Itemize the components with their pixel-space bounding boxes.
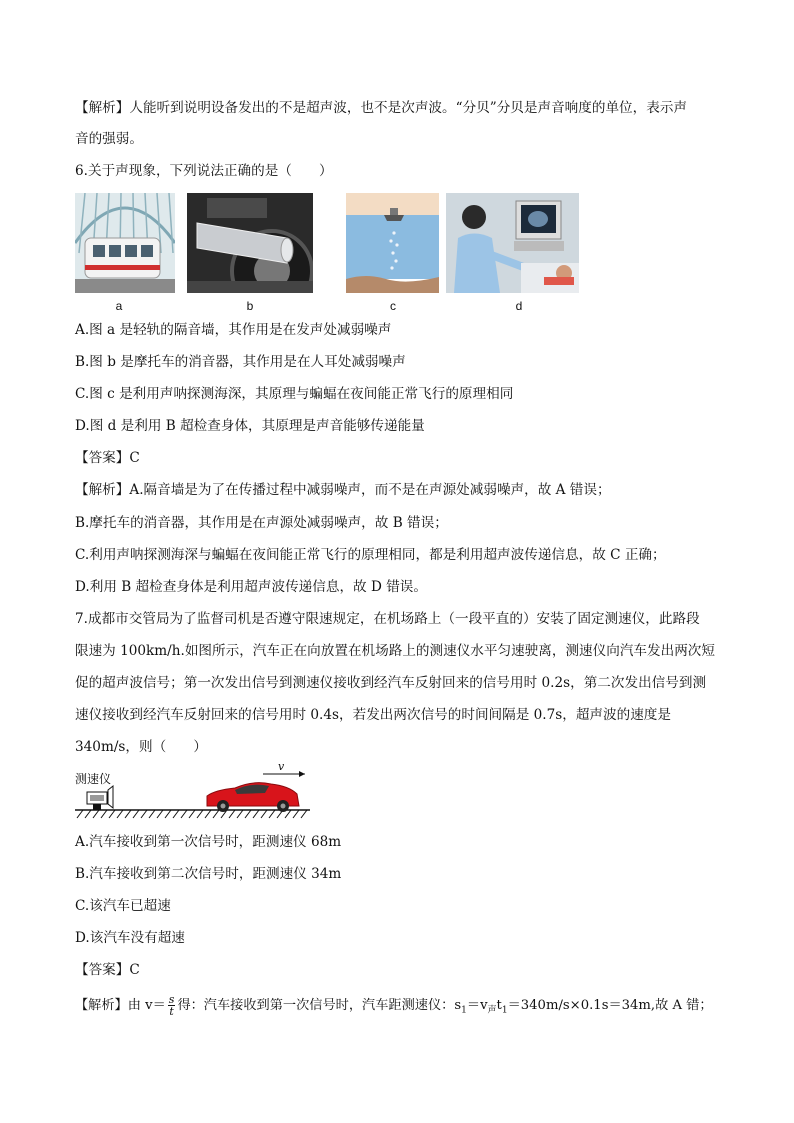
question-7-explanation-1 [75, 994, 725, 1021]
analysis-prev-line-1: 【解析】人能听到说明设备发出的不是超声波，也不是次声波。“分贝”分贝是声音响度的单位，表示声 [75, 100, 688, 116]
explanation-text-3: t [496, 998, 502, 1013]
figure-caption-b: b [246, 299, 254, 313]
question-6-explanation-4: D.利用 B 超检查身体是利用超声波传递信息，故 D 错误。 [75, 579, 427, 595]
question-7-stem-3: 促的超声波信号；第一次发出信号到测速仪接收到经汽车反射回来的信号用时 0.2s，第二次发出信号到测 [75, 675, 707, 691]
question-7-stem-5: 340m/s，则（ ） [75, 739, 207, 755]
figure-b-motorcycle-muffler [187, 193, 313, 293]
question-6-option-d: D.图 d 是利用 B 超检查身体，其原理是声音能够传递能量 [75, 418, 425, 434]
question-7-figure [75, 760, 310, 822]
figure-c-sonar-ship [346, 193, 439, 293]
question-6-option-c: C.图 c 是利用声呐探测海深，其原理与蝙蝠在夜间能正常飞行的原理相同 [75, 386, 514, 402]
analysis-prev-line-2: 音的强弱。 [75, 131, 143, 147]
subscript-1: 1 [461, 1005, 467, 1016]
question-7-stem-4: 速仪接收到经汽车反射回来的信号用时 0.4s，若发出两次信号的时间间隔是 0.7s，超声波的速度是 [75, 707, 671, 723]
velocity-label: v [278, 760, 285, 773]
question-6-explanation-1: 【解析】A.隔音墙是为了在传播过程中减弱噪声，而不是在声源处减弱噪声，故 A 错误； [75, 482, 611, 498]
figure-caption-a: a [115, 299, 123, 313]
fraction-numerator: s [168, 993, 175, 1006]
explanation-text-2: ＝v [466, 998, 488, 1013]
subscript-t1: 1 [501, 1005, 508, 1016]
question-6-option-b: B.图 b 是摩托车的消音器，其作用是在人耳处减弱噪声 [75, 354, 406, 370]
question-6-figures [75, 193, 585, 313]
question-7-option-c: C.该汽车已超速 [75, 898, 171, 914]
question-7-option-b: B.汽车接收到第二次信号时，距测速仪 34m [75, 866, 342, 882]
fraction-denominator: t [169, 1005, 174, 1018]
speed-detector-label: 测速仪 [75, 772, 112, 786]
question-7-stem-1: 7.成都市交管局为了监督司机是否遵守限速规定，在机场路上（一段平直的）安装了固定测速仪，此路段 [75, 611, 700, 627]
figure-a-light-rail [75, 193, 175, 293]
question-6-option-a: A.图 a 是轻轨的隔音墙，其作用是在发声处减弱噪声 [75, 322, 392, 338]
figure-d-b-ultrasound [446, 193, 579, 293]
explanation-text-4: ＝340m/s×0.1s＝34m,故 A 错； [507, 998, 713, 1013]
subscript-sound: 声 [487, 1005, 497, 1016]
explanation-prefix: 【解析】由 v＝ [75, 998, 166, 1013]
question-6-explanation-2: B.摩托车的消音器，其作用是在声源处减弱噪声，故 B 错误； [75, 515, 448, 531]
question-7-stem-2: 限速为 100km/h.如图所示，汽车正在向放置在机场路上的测速仪水平匀速驶离，测速仪向汽车发出两次短 [75, 643, 715, 659]
velocity-fraction [168, 994, 176, 1017]
explanation-text-1: 得：汽车接收到第一次信号时，汽车距测速仪：s [177, 998, 462, 1013]
question-6-answer: 【答案】C [75, 450, 140, 466]
figure-caption-c: c [390, 299, 396, 313]
question-7-option-d: D.该汽车没有超速 [75, 930, 185, 946]
question-7-answer: 【答案】C [75, 962, 140, 978]
figure-caption-d: d [515, 299, 523, 313]
question-6-explanation-3: C.利用声呐探测海深与蝙蝠在夜间能正常飞行的原理相同，都是利用超声波传递信息，故 C 正确； [75, 547, 666, 563]
question-7-option-a: A.汽车接收到第一次信号时，距测速仪 68m [75, 834, 342, 850]
question-6-stem: 6.关于声现象，下列说法正确的是（ ） [75, 163, 333, 179]
